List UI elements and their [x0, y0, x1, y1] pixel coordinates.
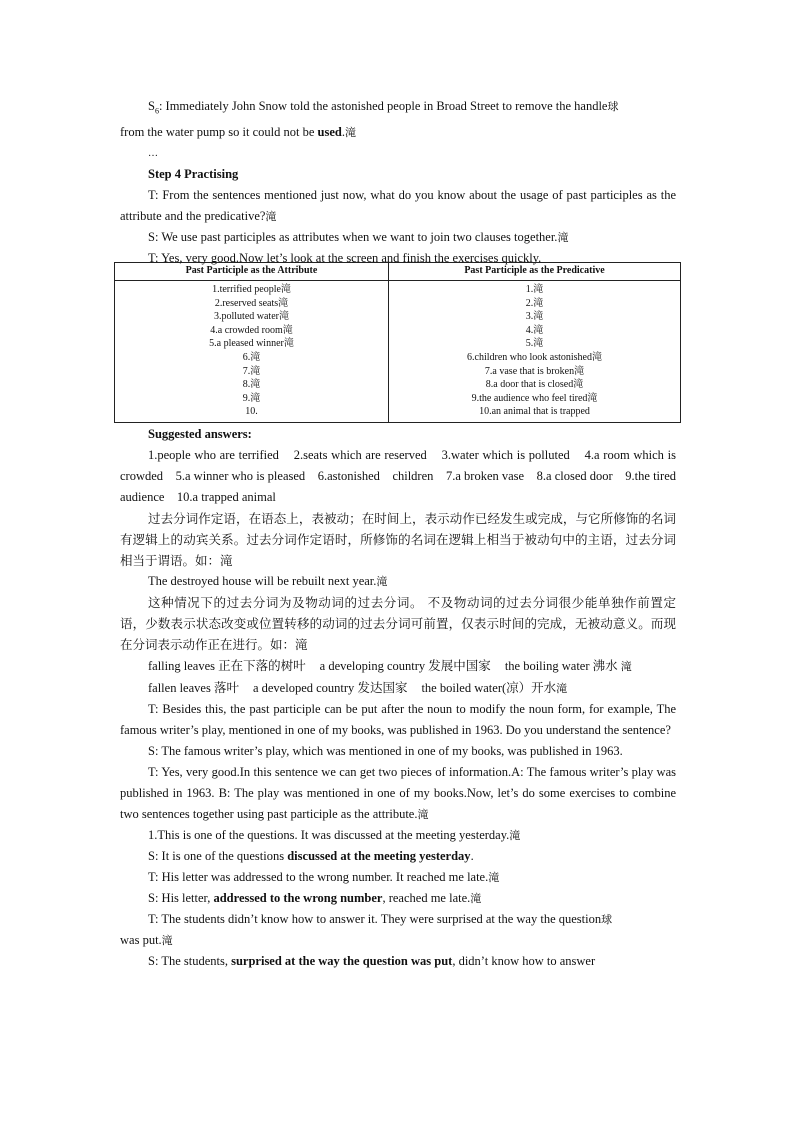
example-phrases-2: fallen leaves 落叶 a developed country 发达国家 the boiled water(凉）开水滝 — [148, 680, 568, 695]
exercise-question-2: T: His letter was addressed to the wrong number. It reached me late.滝 — [148, 870, 500, 884]
suggested-answers: 1.people who are terrified 2.seats which are reserved 3.water which is polluted 4.a room which is crowded 5.a winner who is pleased 6.astonished children 7.a broken vase 8.a closed door 9.the tired audience 10.a trapped animal — [120, 448, 680, 504]
table-header-attribute: Past Participle as the Attribute — [115, 263, 389, 281]
upper-content — [120, 96, 676, 269]
ellipsis: … — [148, 147, 158, 159]
exercise-answer-2: S: His letter, addressed to the wrong number, reached me late.滝 — [148, 891, 482, 905]
step4-heading: Step 4 Practising — [148, 166, 239, 181]
predicative-column: 1.滝 2.滝 3.滝 4.滝 5.滝 6.children who look astonished滝 7.a vase that is broken滝 8.a door that is closed滝 9.the audience who feel tired滝 10.an animal that is trapped — [389, 281, 681, 423]
student-answer-1: S: We use past participles as attributes when we want to join two clauses together.滝 — [148, 229, 569, 244]
s6-line: $S_6$: Immediately John Snow told the astonished people in Broad Street to remove the handle球 — [148, 99, 619, 116]
s6-line-continued: from the water pump so it could not be used.滝 — [120, 124, 356, 139]
student-answer-3: S: The famous writer’s play, which was mentioned in one of my books, was published in 1963. — [148, 744, 623, 758]
exercise-question-3: T: The students didn’t know how to answer it. They were surprised at the way the question球 — [148, 912, 613, 926]
grammar-note-1: 过去分词作定语，在语态上，表被动；在时间上，表示动作已经发生或完成，与它所修饰的名词有逻辑上的动宾关系。过去分词作定语时，所修饰的名词在逻辑上相当于被动句中的主语，过去分词相当于谓语。如：滝 — [120, 511, 676, 568]
exercise-answer-3: S: The students, surprised at the way the question was put, didn’t know how to answer — [148, 954, 596, 968]
teacher-question-1: T: From the sentences mentioned just now, what do you know about the usage of past participles as the attribute and the predicative?滝 — [120, 187, 676, 223]
teacher-explanation-4: T: Yes, very good.In this sentence we can get two pieces of information.A: The famous writer’s play was published in 1963. B: The play was mentioned in one of my books.Now, let’s do some exercises to combine two sentences together using past participle as the attribute.滝 — [120, 765, 676, 821]
exercise-answer-1: S: It is one of the questions discussed at the meeting yesterday. — [148, 849, 474, 863]
table-header-predicative: Past Participle as the Predicative — [389, 263, 681, 281]
exercise-table — [114, 262, 681, 423]
attribute-column: 1.terrified people滝 2.reserved seats滝 3.polluted water滝 4.a crowded room滝 5.a pleased winner滝 6.滝 7.滝 8.滝 9.滝 10. — [115, 281, 389, 423]
exercise-question-3-continued: was put.滝 — [120, 933, 173, 947]
grammar-note-2: 这种情况下的过去分词为及物动词的过去分词。 不及物动词的过去分词很少能单独作前置定语，少数表示状态改变或位置转移的动词的过去分词可前置，仅表示时间的完成，无被动意义。而现在分词表示动作正在进行。如：滝 — [120, 595, 676, 652]
example-sentence-1: The destroyed house will be rebuilt next year.滝 — [148, 574, 388, 588]
teacher-explanation-3: T: Besides this, the past participle can be put after the noun to modify the noun form, for example, The famous writer’s play, mentioned in one of my books, was published in 1963. Do you understand the sentence? — [120, 702, 676, 737]
exercise-question-1: 1.This is one of the questions. It was discussed at the meeting yesterday.滝 — [148, 828, 521, 842]
lower-content — [120, 424, 680, 972]
teacher-instruction-2: T: Yes, very good.Now let’s look at the screen and finish the exercises quickly. — [148, 250, 542, 265]
answers-heading: Suggested answers: — [148, 427, 252, 441]
example-phrases-1: falling leaves 正在下落的树叶 a developing country 发展中国家 the boiling water 沸水 滝 — [148, 658, 632, 673]
